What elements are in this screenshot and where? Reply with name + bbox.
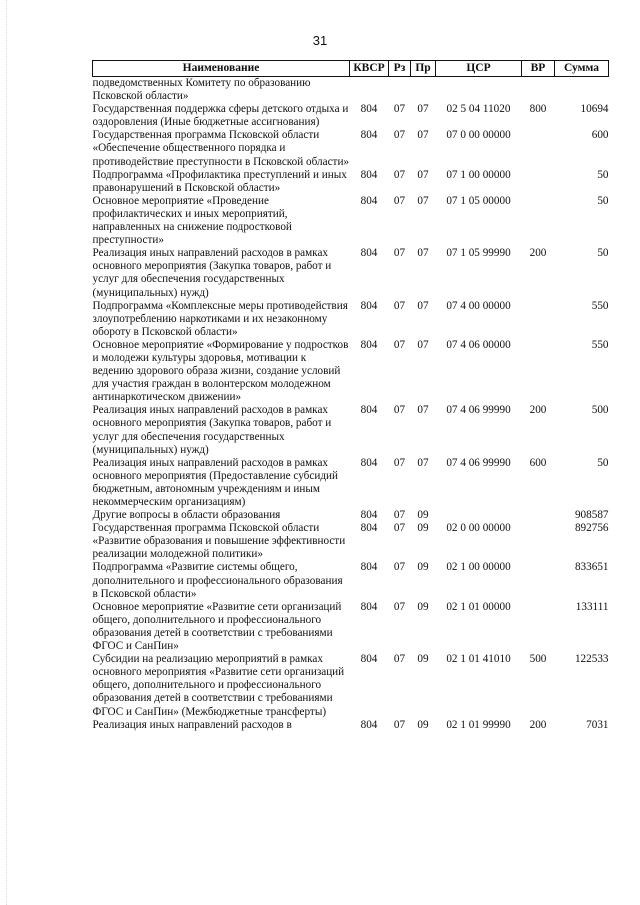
cell-pr: 07 [417,299,429,312]
cell-rz: 07 [393,561,406,574]
table-row [93,103,609,129]
cell-name: Государственная программа Псковской области «Развитие образования и повышение эффективности реализации молодежной политики» [92,522,346,561]
table-row [93,129,609,168]
table-row [93,247,609,299]
cell-sum: 500 [591,404,609,417]
cell-pr: 07 [417,456,429,469]
cell-name: Реализация иных направлений расходов в [92,718,292,731]
cell-kvsr: 804 [360,168,378,181]
cell-csr: 07 4 06 00000 [446,338,511,351]
table-header-row [93,61,609,77]
header-csr: ЦСР [436,61,522,77]
cell-rz: 07 [393,509,406,522]
cell-rz: 07 [393,718,406,731]
cell-kvsr: 804 [360,247,378,260]
cell-kvsr: 804 [360,456,378,469]
cell-rz: 07 [393,168,406,181]
table-row [93,195,609,247]
cell-sum: 833651 [574,561,609,574]
cell-vr [522,522,555,561]
cell-csr: 07 1 05 00000 [446,194,511,207]
header-vr: ВР [522,61,555,77]
cell-name: подведомственных Комитету по образованию Псковской области» [92,77,311,103]
budget-table [92,60,609,732]
cell-pr: 07 [417,129,429,142]
cell-csr: 02 1 01 00000 [446,600,511,613]
cell-name: Основное мероприятие «Развитие сети организаций общего, дополнительного и профессионального образования детей в соответствии с требованиями ФГОС и СанПин» [92,600,342,653]
cell-name: Государственная программа Псковской области «Обеспечение общественного порядка и противодействие преступности в Псковской области» [92,129,350,168]
cell-sum: 122533 [574,653,609,666]
cell-name: Государственная поддержка сферы детского отдыха и оздоровления (Иные бюджетные ассигнования) [92,103,349,129]
cell-csr [436,509,522,522]
cell-rz: 07 [393,299,406,312]
cell-kvsr: 804 [360,299,378,312]
cell-rz: 07 [393,600,406,613]
cell-sum: 7031 [586,718,609,731]
cell-rz: 07 [393,103,406,116]
cell-pr: 09 [417,653,429,666]
cell-vr [522,561,555,600]
cell-vr [522,300,555,339]
cell-sum: 50 [597,194,609,207]
cell-csr: 07 4 06 99990 [446,404,511,417]
cell-csr: 02 1 01 41010 [446,653,511,666]
cell-pr: 07 [417,338,429,351]
cell-kvsr [350,77,389,104]
table-row [93,339,609,404]
cell-pr: 07 [417,247,429,260]
cell-sum: 10694 [580,103,609,116]
cell-vr [522,601,555,653]
cell-kvsr: 804 [360,103,378,116]
cell-kvsr: 804 [360,653,378,666]
cell-rz: 07 [393,194,406,207]
table-row [93,719,609,732]
header-pr: Пр [411,61,436,77]
cell-sum: 50 [597,456,609,469]
cell-pr: 09 [417,509,429,522]
cell-vr [522,339,555,404]
cell-vr: 200 [529,718,547,731]
cell-vr [522,509,555,522]
cell-vr: 500 [529,653,547,666]
header-name: Наименование [93,61,350,77]
cell-csr: 07 1 05 99990 [446,247,511,260]
cell-name: Реализация иных направлений расходов в рамках основного мероприятия (Закупка товаров, работ и услуг для обеспечения государственных (муниципальных) нужд) [92,404,332,456]
cell-kvsr: 804 [360,718,378,731]
header-sum: Сумма [555,61,609,77]
cell-kvsr: 804 [360,194,378,207]
cell-sum: 50 [597,168,609,181]
cell-name: Подпрограмма «Профилактика преступлений и иных правонарушений в Псковской области» [92,168,347,194]
cell-vr [522,129,555,168]
cell-csr: 07 4 00 00000 [446,299,511,312]
cell-pr: 09 [417,718,429,731]
cell-rz: 07 [393,404,406,417]
cell-vr [522,195,555,247]
cell-rz [389,77,411,104]
cell-vr: 800 [529,103,547,116]
table-row [93,169,609,195]
table-row [93,457,609,509]
cell-sum: 892756 [574,522,609,535]
cell-rz: 07 [393,653,406,666]
header-kvsr: КВСР [350,61,389,77]
cell-csr: 02 1 01 99990 [446,718,511,731]
cell-vr: 600 [529,456,547,469]
cell-csr: 07 1 00 00000 [446,168,511,181]
cell-vr: 200 [529,404,547,417]
cell-rz: 07 [393,129,406,142]
table-row [93,561,609,600]
cell-pr [411,77,436,104]
cell-name: Основное мероприятие «Проведение профилактических и иных мероприятий, направленных на снижение подростковой преступности» [92,194,292,247]
cell-sum [555,77,609,104]
table-row [93,509,609,522]
cell-vr [522,169,555,195]
cell-kvsr: 804 [360,561,378,574]
cell-rz: 07 [393,247,406,260]
table-row [93,404,609,456]
cell-kvsr: 804 [360,404,378,417]
cell-pr: 07 [417,194,429,207]
cell-name: Субсидии на реализацию мероприятий в рамках основного мероприятия «Развитие сети организаций общего, дополнительного и профессионального образования детей в соответствии с требованиями ФГОС и СанПин» (Межбюджетные трансферты) [92,653,345,718]
cell-sum: 50 [597,247,609,260]
cell-pr: 09 [417,561,429,574]
cell-csr: 02 0 00 00000 [446,522,511,535]
cell-csr [436,77,522,104]
page-number: 31 [312,33,328,48]
table-row [93,300,609,339]
cell-pr: 09 [417,522,429,535]
cell-name: Подпрограмма «Развитие системы общего, дополнительного и профессионального образования в Псковской области» [92,561,343,600]
cell-vr [522,77,555,104]
cell-sum: 550 [591,338,609,351]
cell-sum: 550 [591,299,609,312]
cell-kvsr: 804 [360,509,378,522]
table-row [93,601,609,653]
cell-rz: 07 [393,338,406,351]
table-row [93,653,609,718]
cell-kvsr: 804 [360,600,378,613]
table-row [93,522,609,561]
cell-kvsr: 804 [360,522,378,535]
cell-sum: 908587 [574,509,609,522]
cell-pr: 07 [417,103,429,116]
cell-rz: 07 [393,522,406,535]
cell-name: Основное мероприятие «Формирование у подростков и молодежи культуры здоровья, мотивации к ведению здорового образа жизни, создание условий для участия граждан в волонтерском молодежном антинаркотическом движении» [92,338,349,404]
cell-name: Реализация иных направлений расходов в рамках основного мероприятия (Предоставление субсидий бюджетным, автономным учреждениям и иным некоммерческим организациям) [92,456,338,508]
table-row [93,77,609,104]
cell-csr: 07 0 00 00000 [446,129,511,142]
cell-pr: 09 [417,600,429,613]
cell-rz: 07 [393,456,406,469]
cell-csr: 07 4 06 99990 [446,456,511,469]
cell-csr: 02 1 00 00000 [446,561,511,574]
cell-name: Другие вопросы в области образования [92,509,281,522]
cell-kvsr: 804 [360,338,378,351]
cell-kvsr: 804 [360,129,378,142]
cell-csr: 02 5 04 11020 [446,103,511,116]
cell-sum: 600 [591,129,609,142]
cell-vr: 200 [529,247,547,260]
header-rz: Рз [389,61,411,77]
cell-name: Подпрограмма «Комплексные меры противодействия злоупотреблению наркотиками и их незаконному обороту в Псковской области» [92,299,348,338]
cell-sum: 133111 [575,600,609,613]
scan-edge [6,0,8,905]
cell-pr: 07 [417,404,429,417]
cell-name: Реализация иных направлений расходов в рамках основного мероприятия (Закупка товаров, работ и услуг для обеспечения государственных (муниципальных) нужд) [92,247,332,299]
cell-pr: 07 [417,168,429,181]
